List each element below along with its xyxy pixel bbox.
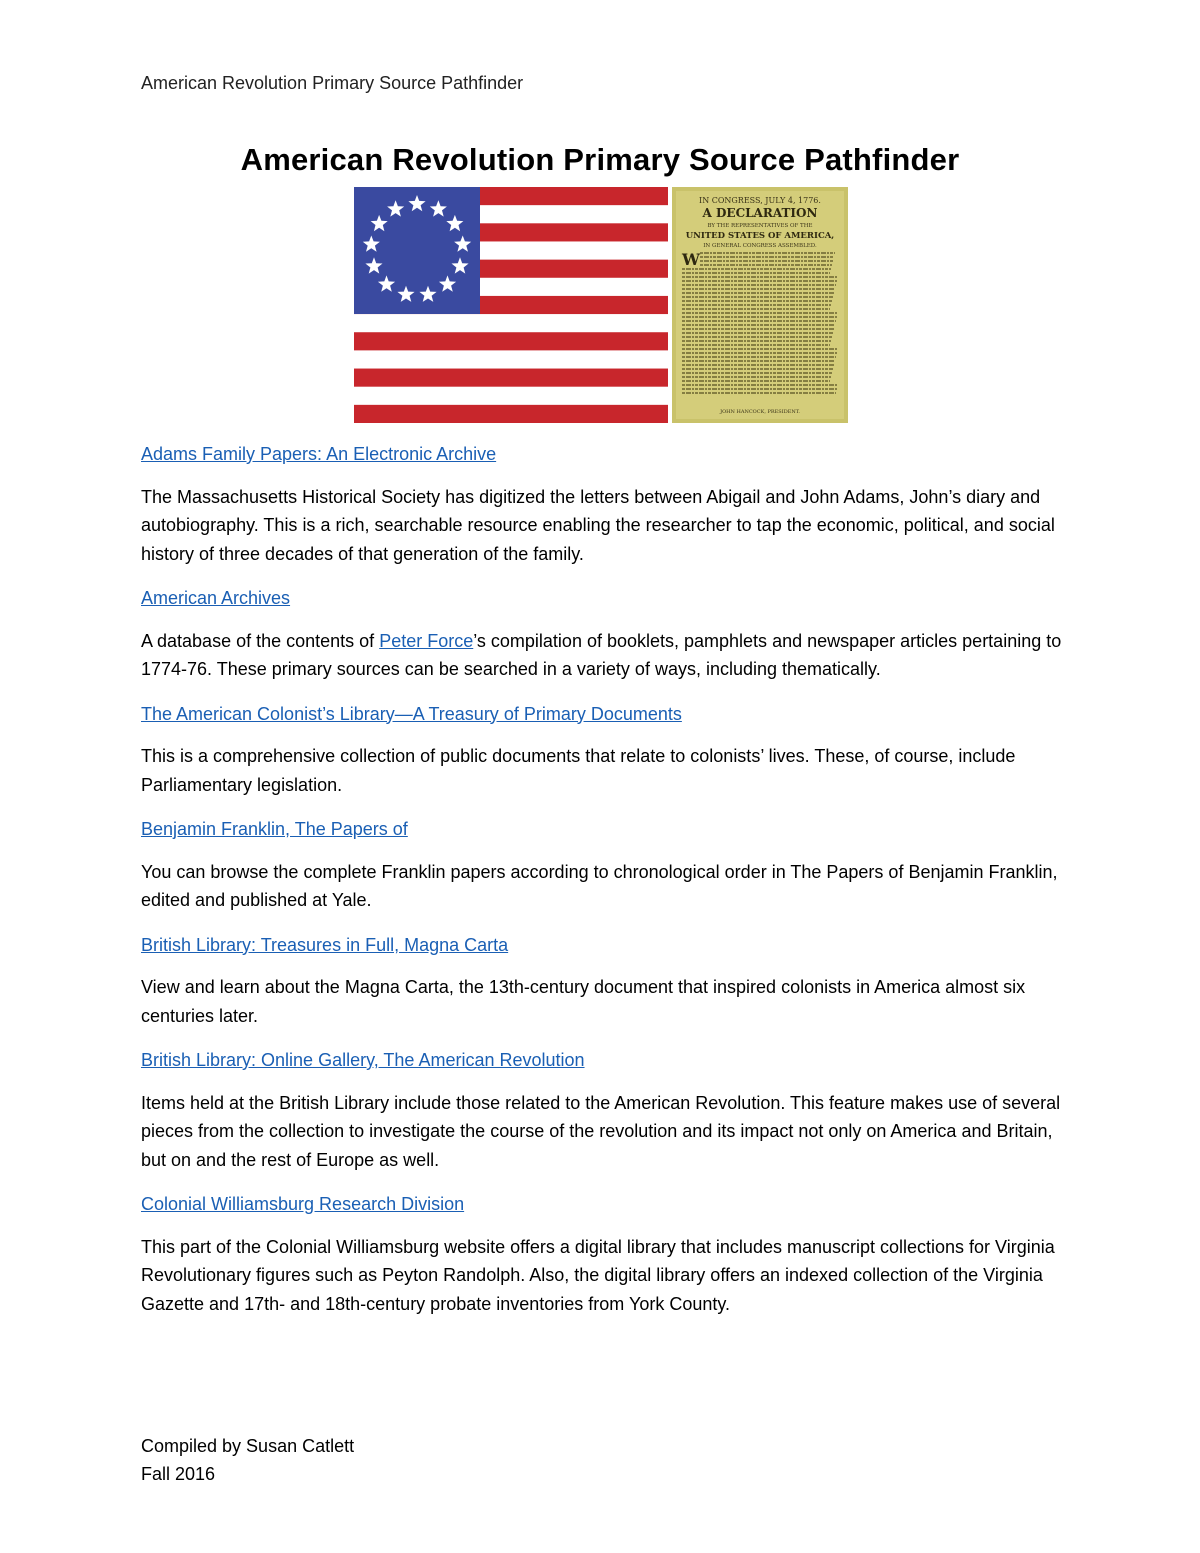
american-archives-description: A database of the contents of Peter Force’s compilation of booklets, pamphlets and newspaper articles pertaining to 1774-76. These primary sources can be searched in a variety of ways, including thematically. bbox=[141, 630, 1062, 679]
magna-carta-description: View and learn about the Magna Carta, the 13th-century document that inspired colonists in America almost six centuries later. bbox=[141, 977, 1026, 1026]
colonial-williamsburg-link[interactable]: Colonial Williamsburg Research Division bbox=[141, 1194, 465, 1214]
svg-text:A DECLARATION: A DECLARATION bbox=[702, 206, 818, 220]
entry-colonists-library bbox=[141, 700, 1066, 800]
declaration-of-independence-icon bbox=[672, 187, 848, 423]
svg-text:BY THE REPRESENTATIVES OF THE: BY THE REPRESENTATIVES OF THE bbox=[707, 223, 813, 229]
magna-carta-link[interactable]: British Library: Treasures in Full, Magna Carta bbox=[141, 934, 509, 955]
franklin-description: You can browse the complete Franklin papers according to chronological order in The Papers of Benjamin Franklin, edited and published at Yale. bbox=[141, 861, 1058, 910]
entry-british-library-gallery bbox=[141, 1046, 1066, 1174]
adams-description: The Massachusetts Historical Society has digitized the letters between Abigail and John Adams, John’s diary and autobiography. This is a rich, searchable resource enabling the researcher to tap the economic, political, and social history of three decades of that generation of the family. bbox=[141, 486, 1055, 564]
svg-text:JOHN HANCOCK, PRESIDENT.: JOHN HANCOCK, PRESIDENT. bbox=[720, 409, 800, 415]
colonists-library-description: This is a comprehensive collection of public documents that relate to colonists’ lives. These, of course, include Parliamentary legislation. bbox=[141, 746, 1016, 795]
colonial-williamsburg-description: This part of the Colonial Williamsburg website offers a digital library that includes manuscript collections for Virginia Revolutionary figures such as Peyton Randolph. Also, the digital library offers an indexed collection of the Virginia Gazette and 17th- and 18th-century probate inventories from York County. bbox=[141, 1236, 1055, 1314]
british-library-gallery-link[interactable]: British Library: Online Gallery, The American Revolution bbox=[141, 1050, 585, 1070]
colonists-library-link[interactable]: The American Colonist’s Library—A Treasury of Primary Documents bbox=[141, 703, 682, 724]
running-header: American Revolution Primary Source Pathfinder bbox=[141, 73, 524, 93]
entry-colonial-williamsburg bbox=[141, 1190, 1066, 1318]
entry-magna-carta bbox=[141, 931, 1066, 1031]
svg-text:UNITED STATES OF AMERICA,: UNITED STATES OF AMERICA, bbox=[685, 231, 835, 241]
footer bbox=[141, 1432, 354, 1488]
american-archives-link[interactable]: American Archives bbox=[141, 588, 291, 608]
entry-franklin bbox=[141, 815, 1066, 915]
peter-force-link[interactable]: Peter Force bbox=[379, 630, 474, 651]
svg-text:W: W bbox=[682, 250, 700, 269]
resource-list bbox=[141, 440, 1066, 1334]
flag-and-declaration-image bbox=[354, 187, 848, 423]
british-library-gallery-description: Items held at the British Library include those related to the American Revolution. This feature makes use of several pieces from the collection to investigate the course of the revolution and its impact not only on America and Britain, but on and the rest of Europe as well. bbox=[141, 1092, 1061, 1170]
franklin-papers-link[interactable]: Benjamin Franklin, The Papers of bbox=[141, 819, 408, 839]
svg-text:IN CONGRESS, JULY 4, 1776.: IN CONGRESS, JULY 4, 1776. bbox=[699, 196, 821, 205]
compiled-by: Compiled by Susan Catlett bbox=[141, 1436, 355, 1456]
svg-text:IN GENERAL CONGRESS ASSEMBLED.: IN GENERAL CONGRESS ASSEMBLED. bbox=[703, 243, 817, 249]
entry-american-archives bbox=[141, 584, 1066, 684]
entry-adams bbox=[141, 440, 1066, 568]
page-title: American Revolution Primary Source Pathfinder bbox=[240, 142, 960, 177]
adams-family-papers-link[interactable]: Adams Family Papers: An Electronic Archive bbox=[141, 444, 497, 464]
term: Fall 2016 bbox=[141, 1464, 216, 1484]
betsy-ross-flag-icon bbox=[354, 187, 668, 423]
